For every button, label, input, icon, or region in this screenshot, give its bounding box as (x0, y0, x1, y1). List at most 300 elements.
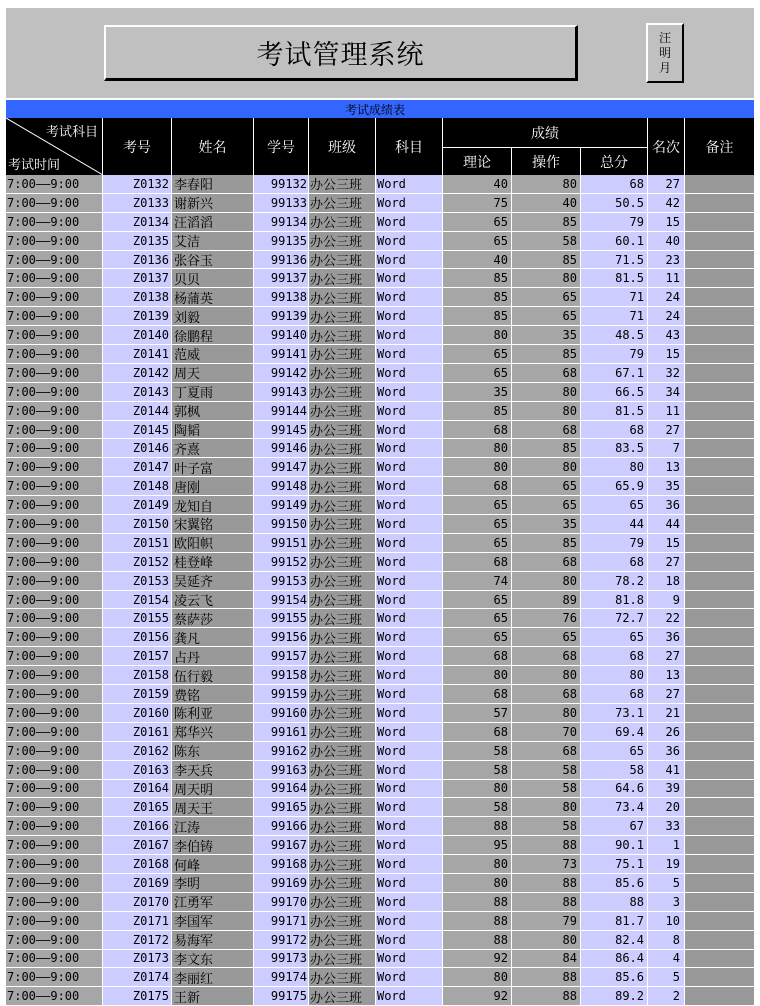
exam-no-cell: Z0153 (103, 572, 172, 591)
exam-time-cell: 7:00——9:00 (6, 383, 103, 402)
class-cell: 办公三班 (309, 893, 376, 912)
class-cell: 办公三班 (309, 251, 376, 270)
remark-cell (685, 628, 754, 647)
total-score-cell: 60.1 (581, 232, 648, 251)
exam-time-cell: 7:00——9:00 (6, 855, 103, 874)
subject-cell: Word (376, 912, 443, 931)
subject-label: 考试科目 (45, 125, 98, 140)
remark-cell (685, 553, 754, 572)
subject-cell: Word (376, 421, 443, 440)
student-name-cell: 杨蒲英 (172, 288, 254, 307)
exam-time-cell: 7:00——9:00 (6, 685, 103, 704)
class-cell: 办公三班 (309, 345, 376, 364)
remark-cell (685, 647, 754, 666)
theory-score-cell: 58 (443, 798, 512, 817)
exam-time-cell: 7:00——9:00 (6, 175, 103, 194)
operation-score-cell: 85 (512, 439, 581, 458)
table-row (6, 421, 754, 440)
student-name-cell: 李丽红 (172, 968, 254, 987)
exam-no-cell: Z0155 (103, 609, 172, 628)
remark-cell (685, 439, 754, 458)
operation-score-cell: 85 (512, 251, 581, 270)
student-no-cell: 99133 (254, 194, 309, 213)
student-no-cell: 99135 (254, 232, 309, 251)
student-name-cell: 陈东 (172, 742, 254, 761)
header-class: 班级 (309, 118, 376, 175)
rank-cell: 3 (648, 893, 685, 912)
theory-score-cell: 80 (443, 458, 512, 477)
rank-cell: 36 (648, 628, 685, 647)
exam-time-cell: 7:00——9:00 (6, 609, 103, 628)
subject-cell: Word (376, 950, 443, 969)
total-score-cell: 65.9 (581, 477, 648, 496)
operation-score-cell: 65 (512, 477, 581, 496)
class-cell: 办公三班 (309, 402, 376, 421)
table-row (6, 269, 754, 288)
exam-no-cell: Z0143 (103, 383, 172, 402)
subject-cell: Word (376, 496, 443, 515)
theory-score-cell: 65 (443, 364, 512, 383)
rank-cell: 11 (648, 402, 685, 421)
theory-score-cell: 68 (443, 723, 512, 742)
exam-no-cell: Z0158 (103, 666, 172, 685)
remark-cell (685, 950, 754, 969)
rank-cell: 42 (648, 194, 685, 213)
exam-no-cell: Z0137 (103, 269, 172, 288)
rank-cell: 34 (648, 383, 685, 402)
table-row (6, 477, 754, 496)
subject-cell: Word (376, 288, 443, 307)
rank-cell: 35 (648, 477, 685, 496)
class-cell: 办公三班 (309, 666, 376, 685)
exam-no-cell: Z0151 (103, 534, 172, 553)
operation-score-cell: 80 (512, 458, 581, 477)
author-char: 汪 (658, 30, 671, 45)
student-name-cell: 李文东 (172, 950, 254, 969)
exam-time-cell: 7:00——9:00 (6, 628, 103, 647)
theory-score-cell: 88 (443, 817, 512, 836)
operation-score-cell: 88 (512, 874, 581, 893)
student-name-cell: 桂登峰 (172, 553, 254, 572)
total-score-cell: 65 (581, 496, 648, 515)
exam-time-cell: 7:00——9:00 (6, 326, 103, 345)
operation-score-cell: 88 (512, 987, 581, 1006)
exam-time-cell: 7:00——9:00 (6, 439, 103, 458)
student-name-cell: 周天 (172, 364, 254, 383)
rank-cell: 27 (648, 647, 685, 666)
total-score-cell: 69.4 (581, 723, 648, 742)
operation-score-cell: 80 (512, 572, 581, 591)
theory-score-cell: 40 (443, 175, 512, 194)
subject-cell: Word (376, 175, 443, 194)
exam-time-cell: 7:00——9:00 (6, 213, 103, 232)
theory-score-cell: 65 (443, 591, 512, 610)
table-row (6, 326, 754, 345)
student-no-cell: 99146 (254, 439, 309, 458)
total-score-cell: 79 (581, 213, 648, 232)
header-rank: 名次 (648, 118, 685, 175)
student-name-cell: 周天明 (172, 780, 254, 799)
exam-no-cell: Z0157 (103, 647, 172, 666)
total-score-cell: 89.2 (581, 987, 648, 1006)
subject-cell: Word (376, 723, 443, 742)
exam-no-cell: Z0144 (103, 402, 172, 421)
exam-no-cell: Z0165 (103, 798, 172, 817)
student-name-cell: 陈利亚 (172, 704, 254, 723)
total-score-cell: 81.8 (581, 591, 648, 610)
total-score-cell: 85.6 (581, 968, 648, 987)
theory-score-cell: 65 (443, 515, 512, 534)
table-row (6, 912, 754, 931)
exam-no-cell: Z0160 (103, 704, 172, 723)
remark-cell (685, 874, 754, 893)
rank-cell: 1 (648, 836, 685, 855)
theory-score-cell: 68 (443, 477, 512, 496)
theory-score-cell: 80 (443, 326, 512, 345)
table-row (6, 968, 754, 987)
student-name-cell: 凌云飞 (172, 591, 254, 610)
remark-cell (685, 855, 754, 874)
total-score-cell: 71 (581, 307, 648, 326)
remark-cell (685, 194, 754, 213)
student-no-cell: 99173 (254, 950, 309, 969)
operation-score-cell: 80 (512, 798, 581, 817)
exam-no-cell: Z0141 (103, 345, 172, 364)
exam-time-cell: 7:00——9:00 (6, 534, 103, 553)
table-row (6, 515, 754, 534)
student-name-cell: 吴延齐 (172, 572, 254, 591)
rank-cell: 2 (648, 987, 685, 1006)
operation-score-cell: 70 (512, 723, 581, 742)
student-no-cell: 99134 (254, 213, 309, 232)
remark-cell (685, 912, 754, 931)
student-name-cell: 江涛 (172, 817, 254, 836)
rank-cell: 24 (648, 288, 685, 307)
student-no-cell: 99175 (254, 987, 309, 1006)
class-cell: 办公三班 (309, 628, 376, 647)
class-cell: 办公三班 (309, 383, 376, 402)
student-no-cell: 99161 (254, 723, 309, 742)
header-name: 姓名 (172, 118, 254, 175)
table-row (6, 534, 754, 553)
student-no-cell: 99149 (254, 496, 309, 515)
subject-cell: Word (376, 893, 443, 912)
remark-cell (685, 326, 754, 345)
total-score-cell: 78.2 (581, 572, 648, 591)
total-score-cell: 75.1 (581, 855, 648, 874)
student-no-cell: 99143 (254, 383, 309, 402)
student-name-cell: 郭枫 (172, 402, 254, 421)
total-score-cell: 68 (581, 685, 648, 704)
student-no-cell: 99151 (254, 534, 309, 553)
theory-score-cell: 65 (443, 213, 512, 232)
exam-time-cell: 7:00——9:00 (6, 742, 103, 761)
table-row (6, 609, 754, 628)
student-no-cell: 99152 (254, 553, 309, 572)
total-score-cell: 81.7 (581, 912, 648, 931)
subject-cell: Word (376, 251, 443, 270)
student-no-cell: 99153 (254, 572, 309, 591)
class-cell: 办公三班 (309, 232, 376, 251)
theory-score-cell: 68 (443, 647, 512, 666)
exam-no-cell: Z0159 (103, 685, 172, 704)
operation-score-cell: 80 (512, 402, 581, 421)
subject-cell: Word (376, 515, 443, 534)
remark-cell (685, 307, 754, 326)
operation-score-cell: 80 (512, 175, 581, 194)
class-cell: 办公三班 (309, 477, 376, 496)
header-score-group: 成绩 (443, 118, 648, 147)
subject-cell: Word (376, 383, 443, 402)
operation-score-cell: 85 (512, 345, 581, 364)
subject-cell: Word (376, 326, 443, 345)
student-no-cell: 99136 (254, 251, 309, 270)
theory-score-cell: 65 (443, 628, 512, 647)
operation-score-cell: 68 (512, 553, 581, 572)
theory-score-cell: 58 (443, 761, 512, 780)
student-no-cell: 99155 (254, 609, 309, 628)
theory-score-cell: 65 (443, 534, 512, 553)
exam-time-cell: 7:00——9:00 (6, 288, 103, 307)
exam-no-cell: Z0150 (103, 515, 172, 534)
operation-score-cell: 76 (512, 609, 581, 628)
total-score-cell: 58 (581, 761, 648, 780)
exam-time-cell: 7:00——9:00 (6, 666, 103, 685)
student-name-cell: 陶韬 (172, 421, 254, 440)
student-no-cell: 99160 (254, 704, 309, 723)
operation-score-cell: 80 (512, 666, 581, 685)
exam-time-cell: 7:00——9:00 (6, 817, 103, 836)
table-row (6, 345, 754, 364)
student-no-cell: 99137 (254, 269, 309, 288)
table-row (6, 307, 754, 326)
rank-cell: 27 (648, 175, 685, 194)
class-cell: 办公三班 (309, 288, 376, 307)
theory-score-cell: 80 (443, 780, 512, 799)
header-operation: 操作 (512, 147, 581, 175)
exam-time-cell: 7:00——9:00 (6, 458, 103, 477)
table-row (6, 855, 754, 874)
table-row (6, 251, 754, 270)
exam-time-cell: 7:00——9:00 (6, 723, 103, 742)
exam-time-cell: 7:00——9:00 (6, 704, 103, 723)
operation-score-cell: 58 (512, 761, 581, 780)
total-score-cell: 68 (581, 553, 648, 572)
exam-time-cell: 7:00——9:00 (6, 987, 103, 1006)
class-cell: 办公三班 (309, 591, 376, 610)
operation-score-cell: 65 (512, 496, 581, 515)
rank-cell: 36 (648, 496, 685, 515)
student-name-cell: 张谷玉 (172, 251, 254, 270)
total-score-cell: 50.5 (581, 194, 648, 213)
header-remark: 备注 (685, 118, 754, 175)
table-row (6, 572, 754, 591)
remark-cell (685, 477, 754, 496)
exam-time-cell: 7:00——9:00 (6, 931, 103, 950)
rank-cell: 15 (648, 534, 685, 553)
subject-cell: Word (376, 647, 443, 666)
student-name-cell: 王新 (172, 987, 254, 1006)
exam-no-cell: Z0132 (103, 175, 172, 194)
table-row (6, 383, 754, 402)
student-name-cell: 宋翼铭 (172, 515, 254, 534)
subject-cell: Word (376, 364, 443, 383)
subject-cell: Word (376, 591, 443, 610)
student-no-cell: 99147 (254, 458, 309, 477)
table-row (6, 666, 754, 685)
rank-cell: 5 (648, 968, 685, 987)
table-row (6, 628, 754, 647)
diagonal-header-cell (6, 118, 103, 175)
table-row (6, 364, 754, 383)
table-row (6, 591, 754, 610)
total-score-cell: 73.1 (581, 704, 648, 723)
exam-no-cell: Z0166 (103, 817, 172, 836)
total-score-cell: 72.7 (581, 609, 648, 628)
remark-cell (685, 817, 754, 836)
rank-cell: 36 (648, 742, 685, 761)
exam-no-cell: Z0148 (103, 477, 172, 496)
total-score-cell: 86.4 (581, 950, 648, 969)
app-title: 考试管理系统 (104, 25, 578, 81)
exam-no-cell: Z0135 (103, 232, 172, 251)
exam-time-cell: 7:00——9:00 (6, 591, 103, 610)
rank-cell: 21 (648, 704, 685, 723)
header-total: 总分 (581, 147, 648, 175)
theory-score-cell: 88 (443, 893, 512, 912)
student-name-cell: 刘毅 (172, 307, 254, 326)
remark-cell (685, 572, 754, 591)
table-row (6, 175, 754, 194)
total-score-cell: 81.5 (581, 402, 648, 421)
exam-time-cell: 7:00——9:00 (6, 515, 103, 534)
subject-cell: Word (376, 874, 443, 893)
table-row (6, 213, 754, 232)
class-cell: 办公三班 (309, 931, 376, 950)
theory-score-cell: 85 (443, 288, 512, 307)
rank-cell: 13 (648, 458, 685, 477)
operation-score-cell: 88 (512, 968, 581, 987)
subject-cell: Word (376, 194, 443, 213)
subject-cell: Word (376, 269, 443, 288)
remark-cell (685, 798, 754, 817)
subject-cell: Word (376, 704, 443, 723)
rank-cell: 9 (648, 591, 685, 610)
student-no-cell: 99139 (254, 307, 309, 326)
remark-cell (685, 968, 754, 987)
exam-no-cell: Z0169 (103, 874, 172, 893)
table-row (6, 742, 754, 761)
table-row (6, 761, 754, 780)
time-label: 考试时间 (8, 158, 61, 173)
rank-cell: 32 (648, 364, 685, 383)
subject-cell: Word (376, 345, 443, 364)
remark-cell (685, 893, 754, 912)
total-score-cell: 68 (581, 175, 648, 194)
student-name-cell: 龙知自 (172, 496, 254, 515)
exam-time-cell: 7:00——9:00 (6, 912, 103, 931)
class-cell: 办公三班 (309, 307, 376, 326)
exam-no-cell: Z0147 (103, 458, 172, 477)
operation-score-cell: 58 (512, 232, 581, 251)
subject-cell: Word (376, 213, 443, 232)
rank-cell: 41 (648, 761, 685, 780)
subject-cell: Word (376, 931, 443, 950)
exam-no-cell: Z0134 (103, 213, 172, 232)
exam-no-cell: Z0167 (103, 836, 172, 855)
student-no-cell: 99169 (254, 874, 309, 893)
rank-cell: 15 (648, 345, 685, 364)
header-subject: 科目 (376, 118, 443, 175)
remark-cell (685, 931, 754, 950)
exam-no-cell: Z0156 (103, 628, 172, 647)
student-no-cell: 99157 (254, 647, 309, 666)
class-cell: 办公三班 (309, 874, 376, 893)
remark-cell (685, 458, 754, 477)
subject-cell: Word (376, 987, 443, 1006)
rank-cell: 39 (648, 780, 685, 799)
exam-time-cell: 7:00——9:00 (6, 761, 103, 780)
operation-score-cell: 35 (512, 515, 581, 534)
operation-score-cell: 68 (512, 421, 581, 440)
student-name-cell: 易海军 (172, 931, 254, 950)
rank-cell: 13 (648, 666, 685, 685)
class-cell: 办公三班 (309, 836, 376, 855)
student-no-cell: 99145 (254, 421, 309, 440)
operation-score-cell: 65 (512, 628, 581, 647)
class-cell: 办公三班 (309, 213, 376, 232)
theory-score-cell: 80 (443, 855, 512, 874)
rank-cell: 15 (648, 213, 685, 232)
subject-cell: Word (376, 798, 443, 817)
subject-cell: Word (376, 553, 443, 572)
theory-score-cell: 57 (443, 704, 512, 723)
class-cell: 办公三班 (309, 572, 376, 591)
student-no-cell: 99163 (254, 761, 309, 780)
total-score-cell: 71 (581, 288, 648, 307)
student-name-cell: 周天王 (172, 798, 254, 817)
rank-cell: 33 (648, 817, 685, 836)
theory-score-cell: 68 (443, 685, 512, 704)
subject-cell: Word (376, 761, 443, 780)
exam-time-cell: 7:00——9:00 (6, 421, 103, 440)
student-name-cell: 谢新兴 (172, 194, 254, 213)
rank-cell: 27 (648, 685, 685, 704)
exam-no-cell: Z0161 (103, 723, 172, 742)
exam-time-cell: 7:00——9:00 (6, 874, 103, 893)
exam-time-cell: 7:00——9:00 (6, 402, 103, 421)
rank-cell: 18 (648, 572, 685, 591)
table-row (6, 194, 754, 213)
table-row (6, 402, 754, 421)
subject-cell: Word (376, 742, 443, 761)
exam-no-cell: Z0140 (103, 326, 172, 345)
operation-score-cell: 35 (512, 326, 581, 345)
student-name-cell: 李明 (172, 874, 254, 893)
author-name (646, 23, 684, 83)
exam-time-cell: 7:00——9:00 (6, 798, 103, 817)
theory-score-cell: 80 (443, 968, 512, 987)
header-theory: 理论 (443, 147, 512, 175)
operation-score-cell: 80 (512, 269, 581, 288)
theory-score-cell: 35 (443, 383, 512, 402)
student-name-cell: 贝贝 (172, 269, 254, 288)
exam-no-cell: Z0164 (103, 780, 172, 799)
student-no-cell: 99165 (254, 798, 309, 817)
total-score-cell: 68 (581, 421, 648, 440)
student-name-cell: 汪滔滔 (172, 213, 254, 232)
student-no-cell: 99140 (254, 326, 309, 345)
